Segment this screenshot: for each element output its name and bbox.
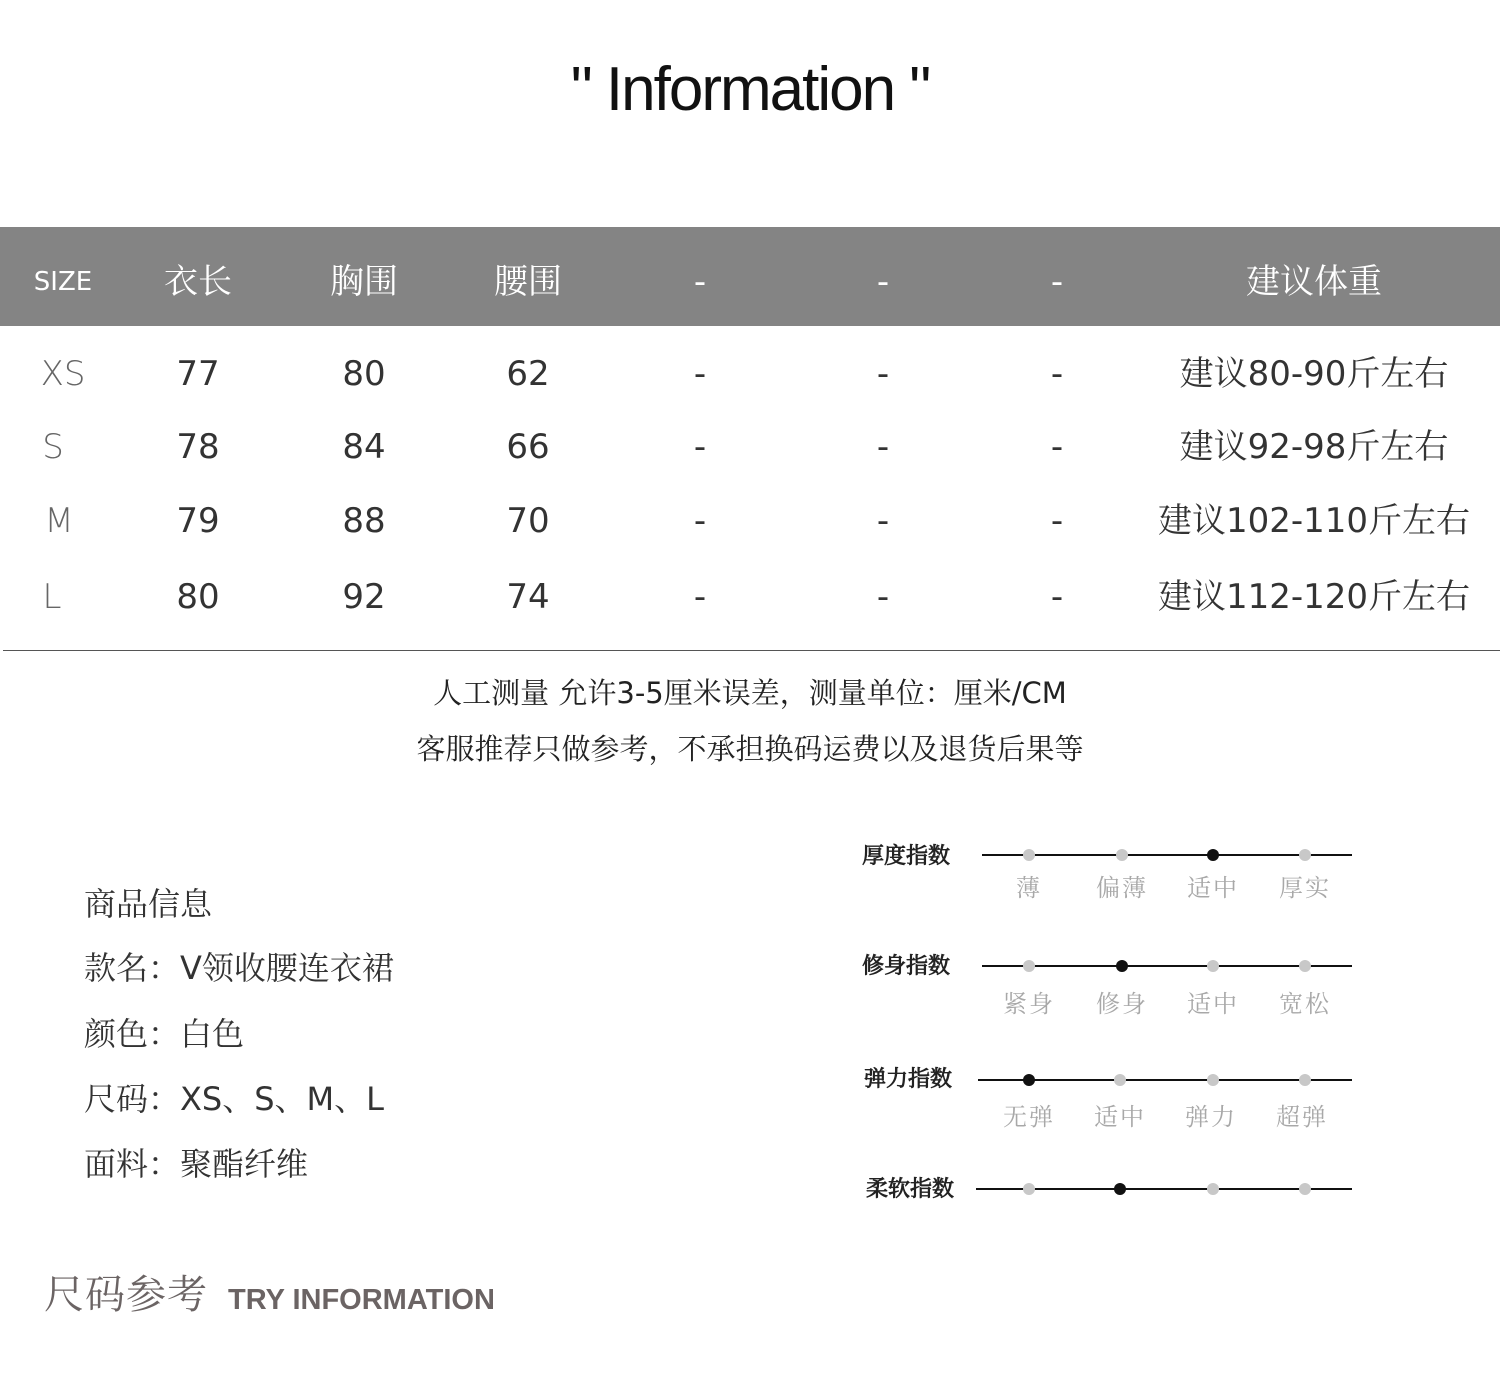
index-option: 偏薄 <box>1096 874 1148 902</box>
index-dot <box>1299 960 1311 972</box>
cell-weight: 建议92-98斤左右 <box>1179 427 1449 467</box>
cell-waist: 70 <box>506 501 550 541</box>
cell-length: 80 <box>176 577 220 617</box>
cell-bust: 88 <box>342 501 386 541</box>
cell-blank-2: - <box>876 501 890 541</box>
index-label: 厚度指数 <box>862 844 951 869</box>
table-row <box>0 567 1500 627</box>
cell-weight: 建议102-110斤左右 <box>1157 501 1471 541</box>
product-color: 颜色：白色 <box>84 1015 245 1053</box>
cell-blank-3: - <box>1050 427 1064 467</box>
index-dot <box>1116 849 1128 861</box>
index-option: 紧身 <box>1003 990 1055 1018</box>
header-blank-3: - <box>1050 262 1064 302</box>
index-dot <box>1299 1074 1311 1086</box>
measurement-note: 人工测量 允许3-5厘米误差，测量单位：厘米/CM <box>433 676 1067 710</box>
index-label: 柔软指数 <box>866 1177 955 1202</box>
header-weight: 建议体重 <box>1246 262 1382 302</box>
cell-length: 78 <box>176 427 220 467</box>
cell-blank-2: - <box>876 427 890 467</box>
cell-blank-1: - <box>693 501 707 541</box>
cell-blank-2: - <box>876 354 890 394</box>
product-info-heading: 商品信息 <box>84 885 213 923</box>
cell-weight: 建议80-90斤左右 <box>1179 354 1449 394</box>
index-dot <box>1114 1074 1126 1086</box>
cell-size: XS <box>40 354 86 394</box>
index-option: 修身 <box>1096 990 1148 1018</box>
index-dot <box>1299 1183 1311 1195</box>
index-dot <box>1023 849 1035 861</box>
cell-blank-1: - <box>693 354 707 394</box>
cell-waist: 62 <box>506 354 550 394</box>
cell-blank-3: - <box>1050 577 1064 617</box>
size-table-header <box>0 227 1500 326</box>
index-line <box>982 965 1352 967</box>
index-dot-selected <box>1116 960 1128 972</box>
cell-bust: 92 <box>342 577 386 617</box>
index-dot-selected <box>1114 1183 1126 1195</box>
cell-blank-3: - <box>1050 354 1064 394</box>
size-reference-subheading: TRY INFORMATION <box>228 1284 495 1316</box>
index-dot <box>1023 960 1035 972</box>
cell-waist: 66 <box>506 427 550 467</box>
product-fabric: 面料：聚酯纤维 <box>84 1145 309 1183</box>
cell-size: S <box>42 427 64 467</box>
index-option: 宽松 <box>1279 990 1331 1018</box>
cell-bust: 80 <box>342 354 386 394</box>
index-dot <box>1023 1183 1035 1195</box>
index-line <box>982 854 1352 856</box>
index-option: 无弹 <box>1003 1103 1055 1131</box>
header-blank-2: - <box>876 262 890 302</box>
table-row <box>0 344 1500 404</box>
index-dot <box>1207 1074 1219 1086</box>
cell-waist: 74 <box>506 577 550 617</box>
index-dot-selected <box>1207 849 1219 861</box>
disclaimer-note: 客服推荐只做参考，不承担换码运费以及退货后果等 <box>416 732 1084 766</box>
product-name: 款名：V领收腰连衣裙 <box>84 949 394 987</box>
index-option: 适中 <box>1187 990 1239 1018</box>
index-option: 超弹 <box>1276 1103 1328 1131</box>
index-label: 弹力指数 <box>864 1067 953 1092</box>
cell-length: 77 <box>176 354 220 394</box>
index-dot <box>1207 960 1219 972</box>
header-waist: 腰围 <box>494 262 562 302</box>
cell-size: M <box>44 501 74 541</box>
cell-bust: 84 <box>342 427 386 467</box>
cell-blank-2: - <box>876 577 890 617</box>
index-label: 修身指数 <box>862 954 951 979</box>
table-divider <box>3 650 1500 651</box>
table-row <box>0 417 1500 477</box>
header-bust: 胸围 <box>330 262 398 302</box>
header-length: 衣长 <box>164 262 232 302</box>
index-option: 适中 <box>1187 874 1239 902</box>
page-title: " Information " <box>570 55 930 124</box>
index-option: 弹力 <box>1185 1103 1237 1131</box>
product-sizes: 尺码：XS、S、M、L <box>84 1080 384 1118</box>
index-dot-selected <box>1023 1074 1035 1086</box>
header-blank-1: - <box>693 262 707 302</box>
cell-size: L <box>42 577 62 617</box>
index-option: 薄 <box>1016 874 1042 902</box>
size-reference-heading: 尺码参考 <box>44 1272 208 1318</box>
header-size: SIZE <box>33 267 93 297</box>
index-dot <box>1207 1183 1219 1195</box>
index-option: 适中 <box>1094 1103 1146 1131</box>
index-option: 厚实 <box>1279 874 1331 902</box>
cell-blank-1: - <box>693 577 707 617</box>
cell-weight: 建议112-120斤左右 <box>1157 577 1471 617</box>
cell-blank-1: - <box>693 427 707 467</box>
cell-blank-3: - <box>1050 501 1064 541</box>
cell-length: 79 <box>176 501 220 541</box>
table-row <box>0 491 1500 551</box>
index-dot <box>1299 849 1311 861</box>
